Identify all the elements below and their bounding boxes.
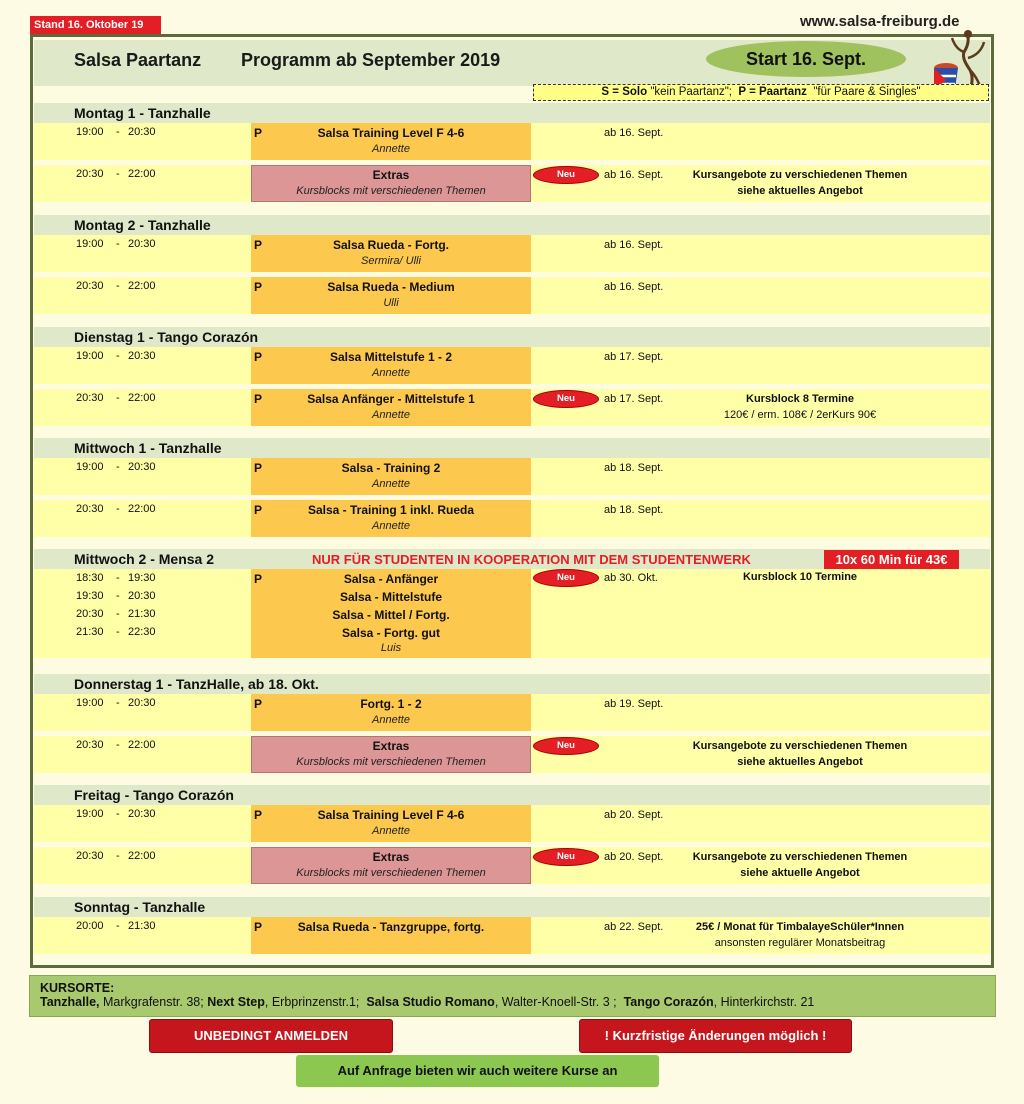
instructor: Annette [372,825,410,837]
time-dash: - [116,697,120,709]
instructor: Annette [372,409,410,421]
kursorte-list [40,995,985,1009]
time-start: 20:00 [76,920,104,932]
instructor: Annette [372,367,410,379]
kursorte-box [29,975,996,1017]
time-start: 20:30 [76,392,104,404]
time-end: 20:30 [128,590,156,602]
time-start: 18:30 [76,572,104,584]
day-title: Sonntag - Tanzhalle [74,899,206,915]
course-name: Fortg. 1 - 2 [360,697,422,711]
paartanz-tag: P [254,503,263,517]
time-start: 19:30 [76,590,104,602]
day-title: Donnerstag 1 - TanzHalle, ab 18. Okt. [74,676,319,692]
start-date: ab 18. Sept. [604,462,664,474]
paartanz-tag: P [254,697,263,711]
paartanz-tag: P [254,808,263,822]
start-date: ab 20. Sept. [604,809,664,821]
time-dash: - [116,168,120,180]
new-badge: Neu [533,848,599,866]
course-name: Salsa Training Level F 4-6 [317,808,465,822]
time-start: 19:00 [76,808,104,820]
instructor: Kursblocks mit verschiedenen Themen [296,756,486,768]
course-name: Salsa Rueda - Tanzgruppe, fortg. [297,920,485,934]
course-name: Salsa Mittelstufe 1 - 2 [329,350,453,364]
course-note-2: siehe aktuelles Angebot [737,756,863,768]
time-start: 19:00 [76,126,104,138]
time-end: 19:30 [128,572,156,584]
time-start: 20:30 [76,850,104,862]
course-note: Kursblock 8 Termine [746,393,854,405]
start-date: ab 30. Okt. [604,572,658,584]
start-date: ab 17. Sept. [604,393,664,405]
time-start: 19:00 [76,697,104,709]
time-end: 20:30 [128,126,156,138]
location-address: , Erbprinzenstr.1; [264,995,360,1009]
new-badge: Neu [533,166,599,184]
day-title: Mittwoch 1 - Tanzhalle [74,440,222,456]
course-name: Salsa Rueda - Fortg. [332,238,450,252]
start-date-pill: Start 16. Sept. [706,41,906,77]
location-name: Next Step [207,995,265,1009]
changes-notice-button[interactable]: ! Kurzfristige Änderungen möglich ! [579,1019,852,1053]
paartanz-tag: P [254,280,263,294]
time-dash: - [116,350,120,362]
instructor: Luis [380,642,402,654]
day-title: Dienstag 1 - Tango Corazón [74,329,259,345]
instructor: Annette [372,143,410,155]
course-note: Kursblock 10 Termine [742,571,858,583]
page-title: Programm ab September 2019 [241,50,501,70]
start-date: ab 16. Sept. [604,127,664,139]
location-address: , Hinterkirchstr. 21 [713,995,815,1009]
course-note-2: 120€ / erm. 108€ / 2erKurs 90€ [723,409,877,421]
title-salsa-paartanz: Salsa Paartanz [74,50,202,70]
start-date: ab 16. Sept. [604,239,664,251]
time-start: 19:00 [76,238,104,250]
time-end: 22:00 [128,503,156,515]
course-name: Salsa - Mittel / Fortg. [332,608,450,622]
instructor: Ulli [383,297,399,309]
time-dash: - [116,461,120,473]
more-courses-button[interactable]: Auf Anfrage bieten wir auch weitere Kurse an [296,1055,659,1087]
paartanz-tag: P [254,238,263,252]
instructor: Annette [372,714,410,726]
time-dash: - [116,238,120,250]
instructor: Kursblocks mit verschiedenen Themen [296,185,486,197]
course-name: Salsa - Training 1 inkl. Rueda [307,503,475,517]
start-date: ab 22. Sept. [604,921,664,933]
website-url[interactable]: www.salsa-freiburg.de [800,13,960,30]
time-end: 22:00 [128,739,156,751]
location-name: Tango Corazón [623,995,714,1009]
course-name: Salsa Anfänger - Mittelstufe 1 [307,392,475,406]
day-title: Freitag - Tango Corazón [74,787,234,803]
time-dash: - [116,503,120,515]
time-end: 22:00 [128,280,156,292]
legend-paar-value: "für Paare & Singles" [813,86,921,98]
time-end: 20:30 [128,350,156,362]
time-start: 19:00 [76,461,104,473]
time-end: 21:30 [128,920,156,932]
start-date: ab 20. Sept. [604,851,664,863]
day-title: Montag 1 - Tanzhalle [74,105,211,121]
course-note-2: siehe aktuelles Angebot [737,185,863,197]
day-title: Mittwoch 2 - Mensa 2 [74,551,215,567]
new-badge: Neu [533,390,599,408]
time-dash: - [116,850,120,862]
time-start: 20:30 [76,280,104,292]
time-dash: - [116,126,120,138]
instructor: Kursblocks mit verschiedenen Themen [296,867,486,879]
location-name: Tanzhalle, [40,995,100,1009]
time-end: 20:30 [128,697,156,709]
location-address: Markgrafenstr. 38; [99,995,204,1009]
start-date: ab 17. Sept. [604,351,664,363]
legend-paar-key: P = Paartanz [738,86,807,98]
course-note-2: siehe aktuelle Angebot [740,867,860,879]
time-dash: - [116,920,120,932]
time-dash: - [116,392,120,404]
paartanz-tag: P [254,350,263,364]
paartanz-tag: P [254,572,263,586]
time-start: 19:00 [76,350,104,362]
course-name: Salsa - Anfänger [343,572,439,586]
time-end: 22:30 [128,626,156,638]
time-dash: - [116,739,120,751]
start-date: ab 16. Sept. [604,169,664,181]
course-name: Extras [372,850,410,864]
course-name: Salsa Training Level F 4-6 [317,126,465,140]
paartanz-tag: P [254,126,263,140]
location-name: Salsa Studio Romano [366,995,495,1009]
legend-solo-value: "kein Paartanz"; [650,86,733,98]
time-start: 20:30 [76,168,104,180]
student-price-badge: 10x 60 Min für 43€ [824,550,959,569]
time-end: 22:00 [128,850,156,862]
time-end: 22:00 [128,392,156,404]
legend-box [533,84,989,101]
kursorte-heading: KURSORTE: [40,981,115,995]
time-dash: - [116,808,120,820]
time-start: 20:30 [76,503,104,515]
course-note: Kursangebote zu verschiedenen Themen [692,851,908,863]
paartanz-tag: P [254,461,263,475]
instructor: Sermira/ Ulli [361,255,421,267]
start-date: ab 18. Sept. [604,504,664,516]
time-dash: - [116,280,120,292]
course-name: Salsa - Mittelstufe [339,590,443,604]
time-end: 22:00 [128,168,156,180]
course-name: Extras [372,739,410,753]
time-dash: - [116,572,120,584]
time-end: 20:30 [128,238,156,250]
course-note: Kursangebote zu verschiedenen Themen [692,740,908,752]
new-badge: Neu [533,737,599,755]
time-end: 20:30 [128,808,156,820]
course-name: Salsa - Training 2 [341,461,441,475]
register-button[interactable]: UNBEDINGT ANMELDEN [149,1019,393,1053]
instructor: Annette [372,520,410,532]
time-start: 21:30 [76,626,104,638]
legend-solo-key: S = Solo [601,86,648,98]
course-name: Salsa Rueda - Medium [327,280,455,294]
student-notice: NUR FÜR STUDENTEN IN KOOPERATION MIT DEM STUDENTENWERK [312,552,751,567]
paartanz-tag: P [254,920,263,934]
course-note: 25€ / Monat für TimbalayeSchüler*Innen [695,921,905,933]
time-end: 21:30 [128,608,156,620]
time-start: 20:30 [76,608,104,620]
stand-date-badge: Stand 16. Oktober 19 [30,16,161,34]
day-title: Montag 2 - Tanzhalle [74,217,211,233]
time-dash: - [116,590,120,602]
instructor: Annette [372,478,410,490]
course-note-2: ansonsten regulärer Monatsbeitrag [714,937,886,949]
course-name: Extras [372,168,410,182]
paartanz-tag: P [254,392,263,406]
start-date: ab 16. Sept. [604,281,664,293]
new-badge: Neu [533,569,599,587]
course-name: Salsa - Fortg. gut [341,626,440,640]
course-note: Kursangebote zu verschiedenen Themen [692,169,908,181]
location-address: , Walter-Knoell-Str. 3 ; [494,995,617,1009]
time-dash: - [116,608,120,620]
start-date: ab 19. Sept. [604,698,664,710]
time-start: 20:30 [76,739,104,751]
time-end: 20:30 [128,461,156,473]
time-dash: - [116,626,120,638]
